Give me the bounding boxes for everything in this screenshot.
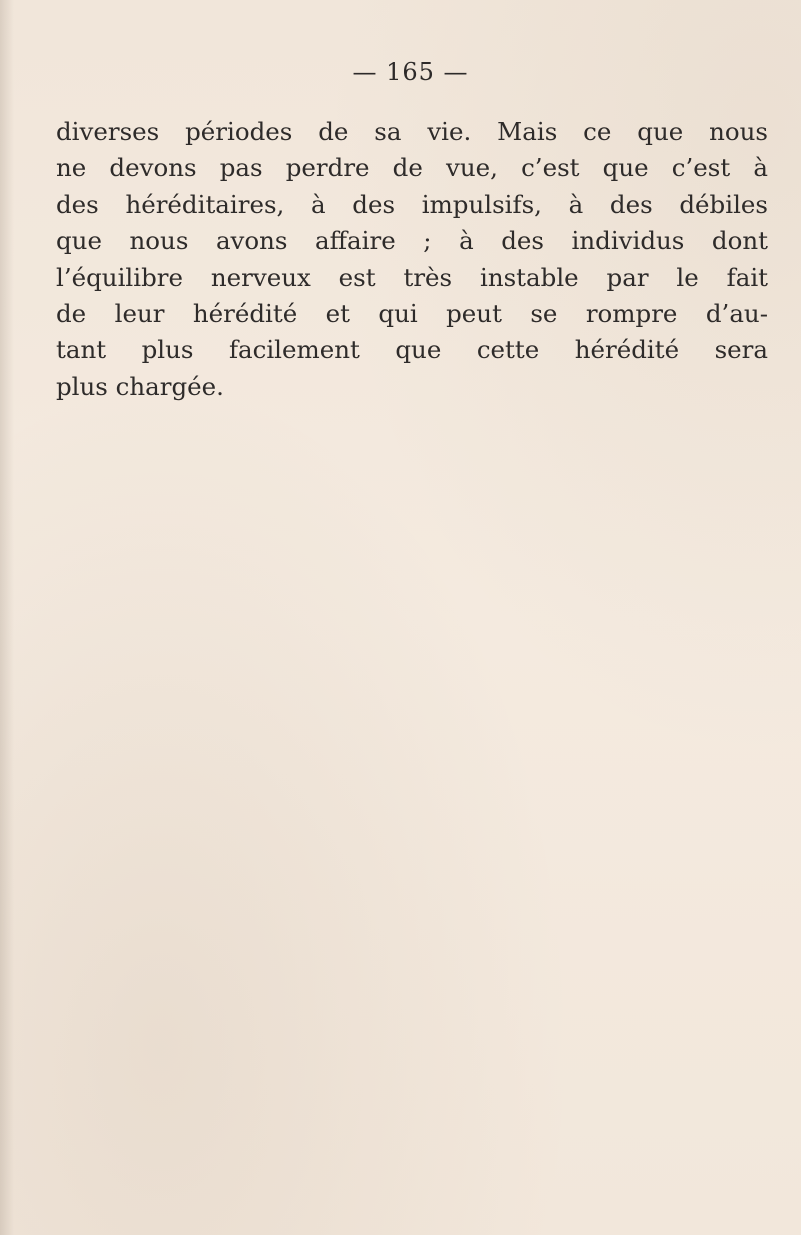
text-line: que nous avons affaire ; à des individus dont — [56, 226, 768, 256]
text-line: plus chargée. — [56, 371, 224, 401]
page-edge-shadow — [0, 0, 14, 1235]
text-line: diverses périodes de sa vie. Mais ce que nous — [56, 117, 768, 146]
text-line: tant plus facilement que cette hérédité sera — [56, 335, 768, 365]
text-line: des héréditaires, à des impulsifs, à des débiles — [56, 189, 768, 219]
text-line: l’équilibre nerveux est très instable par le fait — [56, 262, 768, 292]
body-paragraph — [56, 114, 768, 405]
text-line: ne devons pas perdre de vue, c’est que c’est à — [56, 153, 768, 183]
page-number: — 165 — — [352, 58, 469, 86]
text-line: de leur hérédité et qui peut se rompre d’au- — [56, 298, 768, 328]
